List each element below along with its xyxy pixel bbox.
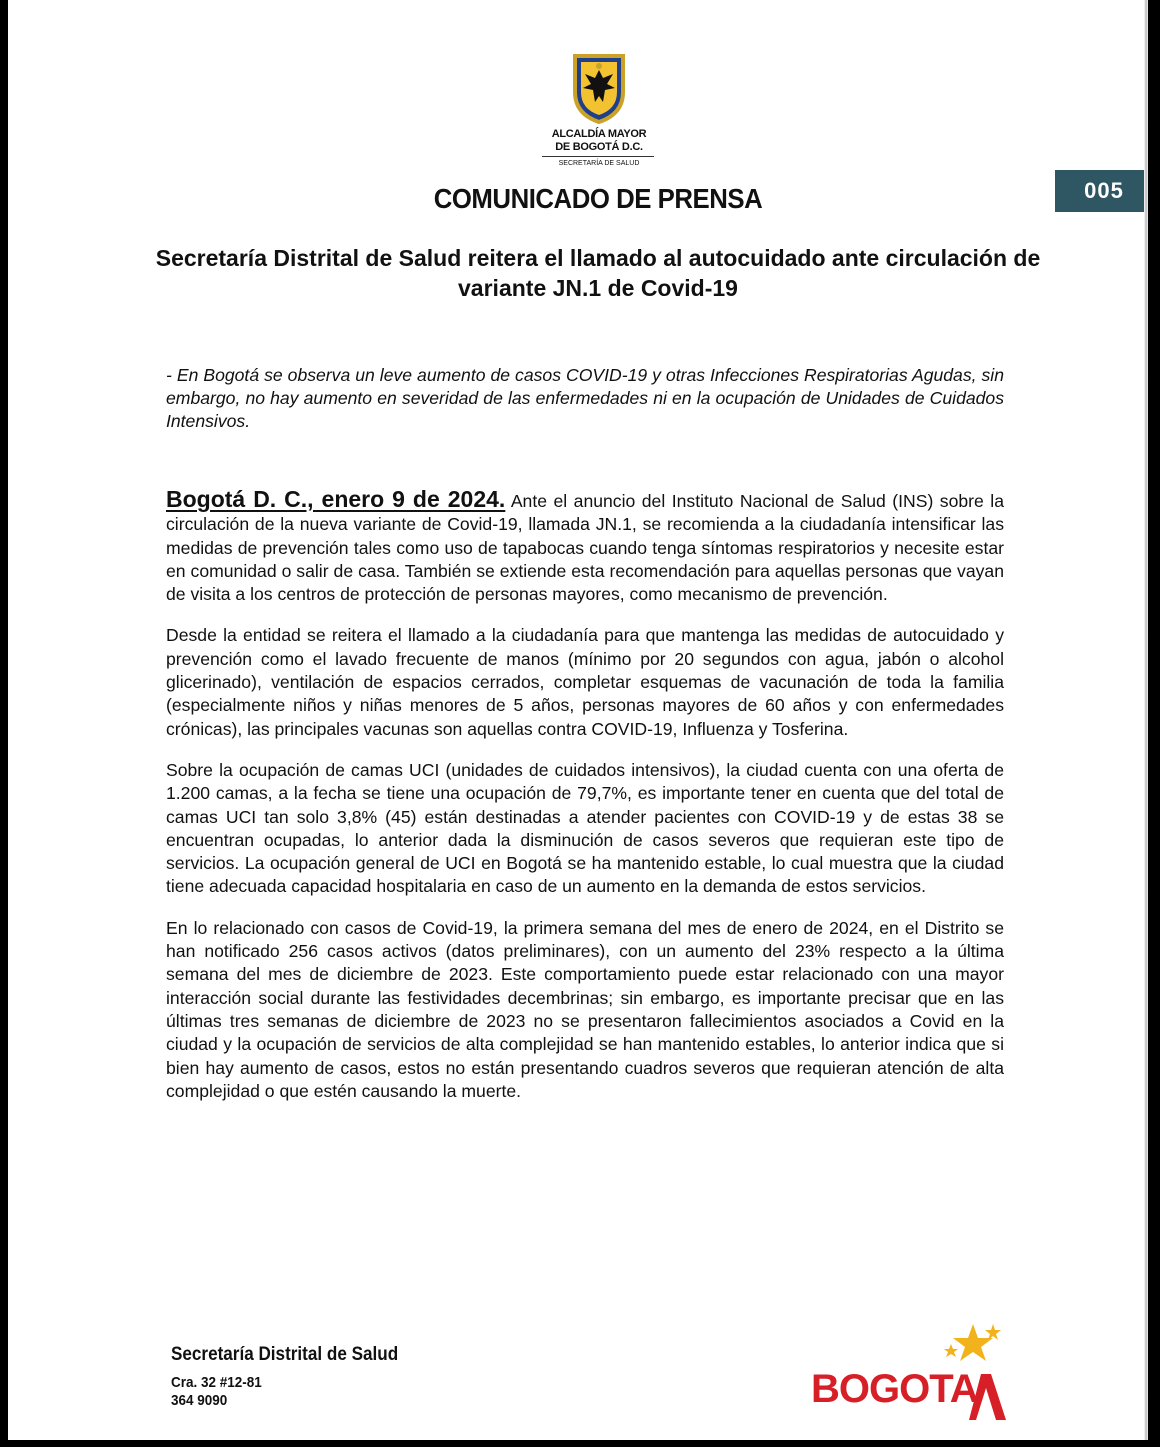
paragraph-1-text: Ante el anuncio del Instituto Nacional de Salud (INS) sobre la circulación de la nueva variante de Covid-19, llamada JN.1, se recomienda a la ciudadanía intensificar las medidas de prevención tales como uso de tapabocas cuando tenga síntomas respiratorios y necesite estar en comunidad o salir de casa. También se extiende esta recomendación para aquellas personas que vayan de visita a los centros de protección de personas mayores, como mecanismo de prevención. (166, 491, 1004, 605)
paragraph-3: Sobre la ocupación de camas UCI (unidades de cuidados intensivos), la ciudad cuenta con una oferta de 1.200 camas, a la fecha se tiene una ocupación de 79,7%, es importante tener en cuenta que del total de camas UCI tan solo 3,8% (45) están destinadas a atender pacientes con COVID-19 y de estas 38 se encuentran ocupadas, lo anterior dada la disminución de casos severos que requieran este tipo de servicios. La ocupación general de UCI en Bogotá se ha mantenido estable, lo cual muestra que la ciudad tiene adecuada capacidad hospitalaria en caso de un aumento en la demanda de estos servicios. (166, 759, 1004, 897)
paragraph-4: En lo relacionado con casos de Covid-19, la primera semana del mes de enero de 2024, en el Distrito se han notificado 256 casos activos (datos preliminares), con un aumento del 23% respecto a la última semana del mes de diciembre de 2023. Este comportamiento puede estar relacionado con una mayor interacción social durante las festividades decembrinas; sin embargo, es importante precisar que en las últimas tres semanas de diciembre de 2023 no se presentaron fallecimientos asociados a Covid en la ciudad y la ocupación de servicios de alta complejidad se han mantenido estables, lo anterior indica que si bien hay aumento de casos, estos no están presentando cuadros severos que requieran atención de alta complejidad o que estén causando la muerte. (166, 917, 1004, 1101)
entity-name-line3: SECRETARÍA DE SALUD (558, 160, 640, 167)
dateline: Bogotá D. C., enero 9 de 2024. (166, 486, 506, 512)
paragraph-2: Desde la entidad se reitera el llamado a la ciudadanía para que mantenga las medidas de autocuidado y prevención como el lavado frecuente de manos (mínimo por 20 segundos con agua, jabón o alcohol glicerinado), ventilación de espacios cerrados, completar esquemas de vacunación de toda la familia (especialmente niños y niñas menores de 5 años, personas mayores de 60 años y con enfermedades crónicas), las principales vacunas son aquellas contra COVID-19, Influenza y Tosferina. (166, 625, 1004, 739)
press-release-page (8, 0, 1148, 1440)
bogota-logo-word: BOGOTA (811, 1367, 978, 1411)
footer-org-name: Secretaría Distrital de Salud (171, 1344, 399, 1365)
bogota-coat-of-arms-icon (567, 52, 631, 124)
article-body (166, 488, 1004, 1121)
summary-lead: - En Bogotá se observa un leve aumento de casos COVID-19 y otras Infecciones Respiratorias Agudas, sin embargo, no hay aumento en severidad de las enfermedades ni en la ocupación de Unidades de Cuidados Intensivos. (166, 365, 1004, 431)
release-number-badge: 005 (1055, 170, 1148, 212)
entity-name-line2: DE BOGOTÁ D.C. (555, 141, 643, 153)
press-heading: COMUNICADO DE PRENSA (433, 183, 763, 214)
footer-contact (171, 1374, 262, 1410)
headline: Secretaría Distrital de Salud reitera el llamado al autocuidado ante circulación de variante JN.1 de Covid-19 (155, 245, 1041, 301)
entity-name-line1: ALCALDÍA MAYOR (551, 128, 647, 140)
scan-edge (1144, 0, 1148, 1440)
entity-divider (542, 156, 654, 157)
footer-address: Cra. 32 #12-81 (171, 1374, 262, 1391)
paragraph-1 (166, 488, 1004, 606)
footer-phone: 364 9090 (171, 1392, 228, 1409)
